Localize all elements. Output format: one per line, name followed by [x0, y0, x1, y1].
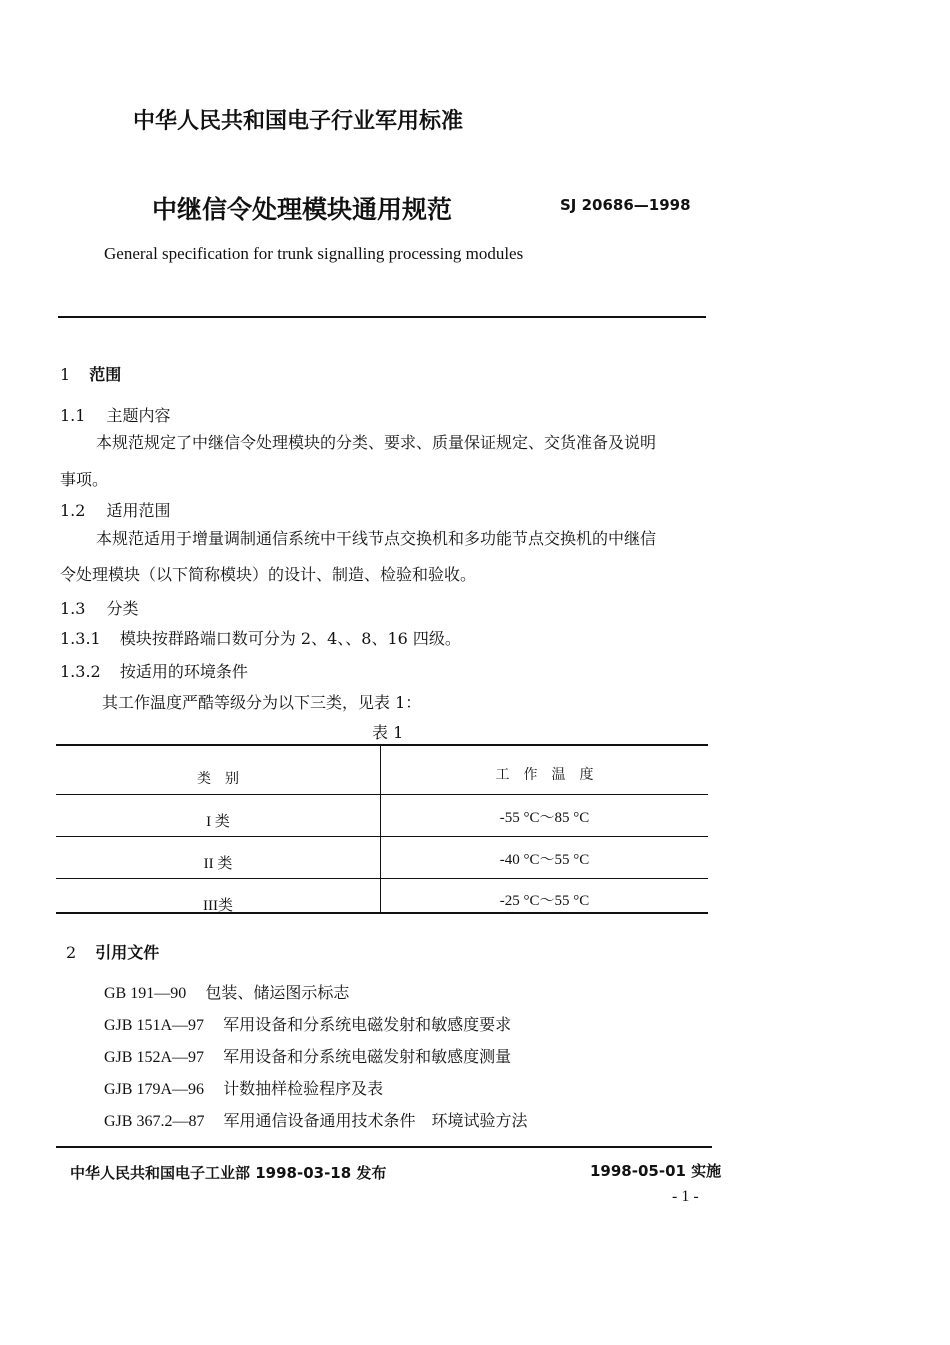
reference-title: 军用通信设备通用技术条件 环境试验方法 — [223, 1111, 528, 1130]
section-title: 按适用的环境条件 — [119, 662, 248, 681]
header-divider — [58, 316, 706, 318]
paragraph-line: 令处理模块（以下简称模块）的设计、制造、检验和验收。 — [60, 565, 477, 584]
table-cell-temperature: -55 °C～85 °C — [499, 810, 590, 826]
reference-title: 军用设备和分系统电磁发射和敏感度要求 — [223, 1015, 512, 1034]
reference-code: GJB 151A—97 — [104, 1017, 205, 1034]
paragraph-line: 本规范适用于增量调制通信系统中干线节点交换机和多功能节点交换机的中继信 — [96, 529, 657, 548]
table-top-border — [56, 744, 708, 746]
section-number: 1.2 — [60, 501, 86, 520]
reference-item — [104, 1012, 511, 1035]
document-code: SJ 20686—1998 — [560, 196, 691, 214]
section-2-heading — [66, 940, 159, 963]
reference-item — [104, 1108, 528, 1131]
section-1-3-1 — [60, 626, 461, 649]
reference-title: 军用设备和分系统电磁发射和敏感度测量 — [223, 1047, 512, 1066]
document-title-en: General specification for trunk signalling processing modules — [104, 244, 524, 263]
table-caption: 表 1 — [372, 723, 404, 742]
footer-issuer: 中华人民共和国电子工业部 1998-03-18 发布 — [70, 1164, 387, 1182]
table-header-temperature: 工 作 温 度 — [495, 767, 594, 783]
paragraph-line: 事项。 — [60, 470, 109, 489]
table-cell-category: I 类 — [206, 814, 230, 830]
section-title: 适用范围 — [106, 501, 171, 520]
table-cell-temperature: -25 °C～55 °C — [499, 893, 590, 909]
footer-effective-date: 1998-05-01 实施 — [590, 1162, 722, 1180]
page-number: - 1 - — [672, 1188, 699, 1205]
table-row-divider — [56, 836, 708, 837]
section-1-1-heading — [60, 403, 171, 426]
standard-category: 中华人民共和国电子行业军用标准 — [133, 109, 464, 134]
section-title: 分类 — [106, 599, 139, 618]
section-title: 范围 — [89, 365, 122, 384]
section-number: 2 — [66, 943, 77, 962]
section-1-3-heading — [60, 596, 139, 619]
section-1-heading — [60, 362, 121, 385]
reference-item — [104, 1044, 511, 1067]
paragraph-line: 其工作温度严酷等级分为以下三类，见表 1： — [102, 693, 422, 712]
section-number: 1.3 — [60, 599, 86, 618]
reference-code: GJB 152A—97 — [104, 1049, 205, 1066]
table-cell-category: II 类 — [203, 856, 233, 872]
table-cell-category: III类 — [203, 898, 233, 914]
reference-item — [104, 1076, 383, 1099]
reference-code: GJB 367.2—87 — [104, 1113, 205, 1130]
footer-divider — [56, 1146, 712, 1148]
table-row-divider — [56, 878, 708, 879]
section-title: 主题内容 — [106, 406, 171, 425]
paragraph-line: 本规范规定了中继信令处理模块的分类、要求、质量保证规定、交货准备及说明 — [96, 433, 657, 452]
section-text: 模块按群路端口数可分为 2、4、、8、16 四级。 — [119, 629, 461, 648]
reference-title: 包装、储运图示标志 — [205, 983, 350, 1002]
section-number: 1.3.1 — [60, 629, 101, 648]
section-number: 1.1 — [60, 406, 86, 425]
section-1-3-2-heading — [60, 659, 248, 682]
section-title: 引用文件 — [95, 943, 160, 962]
section-number: 1.3.2 — [60, 662, 101, 681]
reference-item — [104, 980, 349, 1003]
table-row-divider — [56, 794, 708, 795]
document-title-cn: 中继信令处理模块通用规范 — [152, 195, 453, 224]
section-number: 1 — [60, 365, 71, 384]
reference-title: 计数抽样检验程序及表 — [223, 1079, 384, 1098]
reference-code: GB 191—90 — [104, 985, 187, 1002]
table-header-category: 类 别 — [197, 771, 239, 787]
section-1-2-heading — [60, 498, 171, 521]
reference-code: GJB 179A—96 — [104, 1081, 205, 1098]
table-cell-temperature: -40 °C～55 °C — [499, 852, 590, 868]
